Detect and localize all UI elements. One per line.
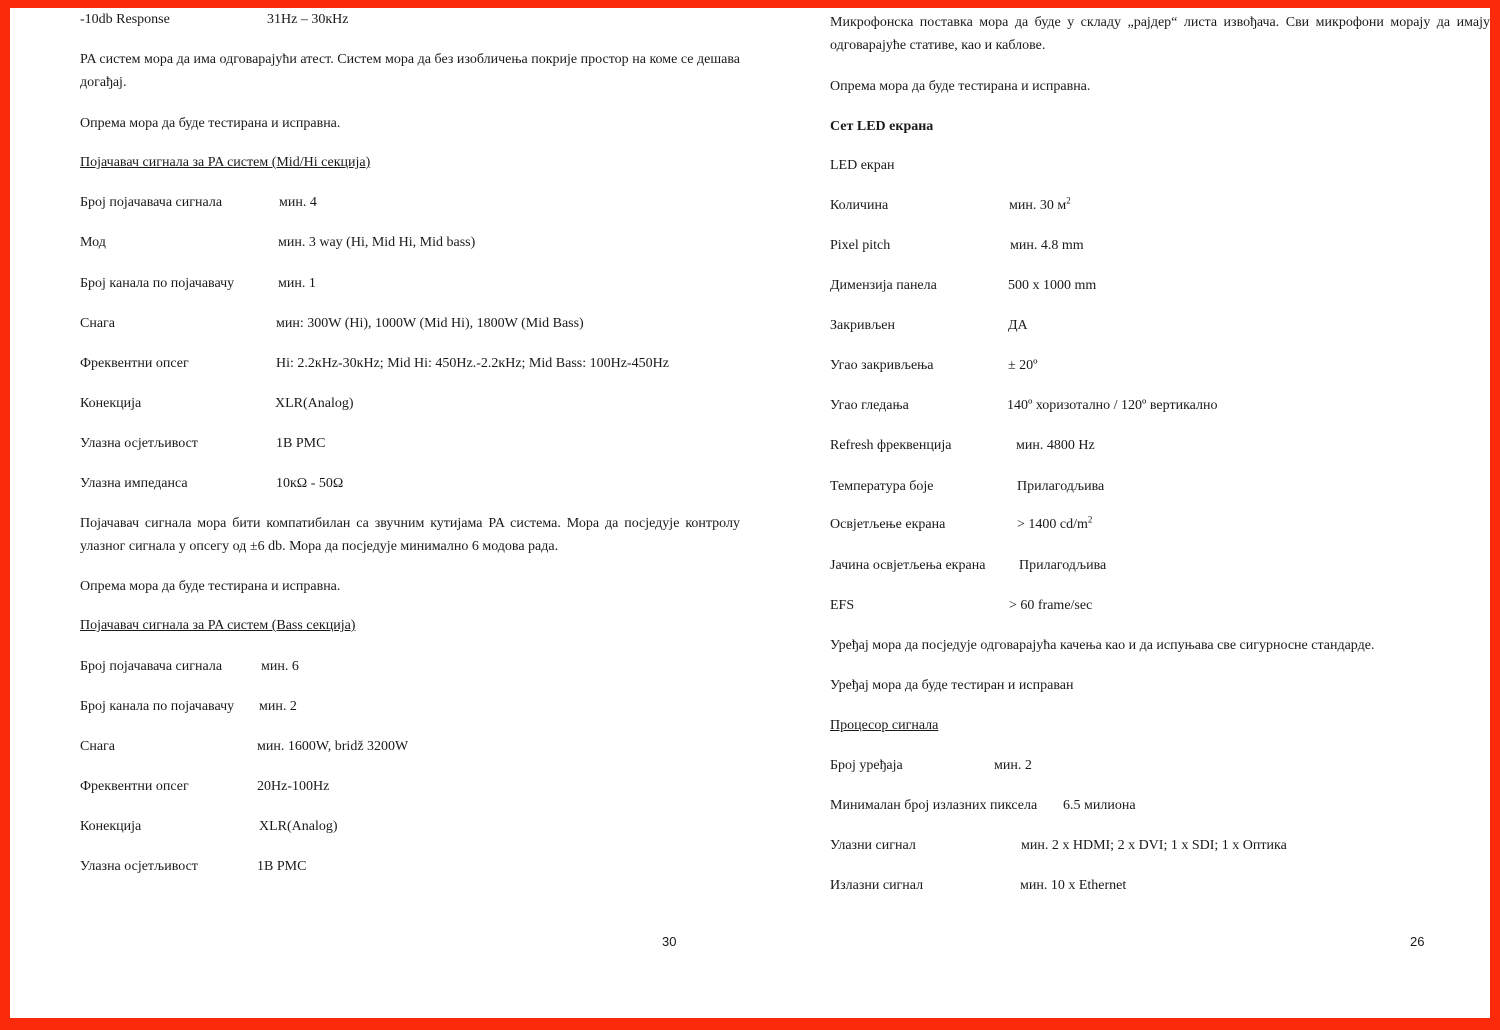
unit-superscript: 2 — [1087, 514, 1093, 525]
spec-value — [1009, 194, 1071, 217]
spec-value: мин. 2 — [994, 758, 1032, 773]
spec-label: Број канала по појачавачу — [80, 276, 235, 291]
spec-value: 500 x 1000 mm — [1008, 278, 1097, 293]
spec-value: Прилагодљива — [1019, 558, 1107, 573]
section-heading: Појачавач сигнала за PA систем (Bass секција) — [80, 618, 356, 633]
spec-value: XLR(Analog) — [275, 396, 354, 411]
spec-label: Угао гледања — [830, 398, 909, 413]
unit-superscript: 2 — [1066, 195, 1071, 206]
spec-value: 140º хоризотално / 120º вертикално — [1007, 398, 1218, 413]
spec-value: ДА — [1008, 318, 1028, 333]
spec-label: Број канала по појачавачу — [80, 699, 235, 714]
paragraph: Опрема мора да буде тестирана и исправна. — [830, 79, 1091, 94]
paragraph: Микрофонска поставка мора да буде у складу „рајдер“ листа извођача. Сви микрофони морају да имају одговарајуће стативе, као и каблове. — [830, 15, 1490, 53]
brightness-value: > 1400 cd/m — [1017, 517, 1088, 532]
spec-value: мин. 1600W, bridž 3200W — [257, 739, 409, 754]
spec-label: -10db Response — [80, 12, 170, 27]
document-spread — [10, 8, 1490, 1018]
spec-label: Мод — [80, 235, 106, 250]
spec-label: Конекција — [80, 396, 142, 411]
spec-label: Излазни сигнал — [830, 878, 924, 893]
spec-value: Прилагодљива — [1017, 479, 1105, 494]
paragraph: Уређај мора да посједује одговарајућа качења као и да испуњава све сигурносне стандарде. — [830, 638, 1375, 653]
paragraph: PA систем мора да има одговарајући атест. Систем мора да без изобличења покрије простор на коме се дешава догађај. — [80, 52, 740, 90]
quantity-value: мин. 30 м — [1009, 198, 1067, 213]
spec-label: Снага — [80, 739, 115, 754]
spec-label: Закривљен — [830, 318, 896, 333]
paragraph: Уређај мора да буде тестиран и исправан — [830, 678, 1074, 693]
page-number: 30 — [662, 934, 677, 949]
spec-label: Улазна осјетљивост — [80, 859, 198, 874]
spec-value: 1В РМС — [276, 436, 326, 451]
spec-label: Димензија панела — [830, 278, 937, 293]
spec-label: Температура боје — [830, 479, 934, 494]
spec-value: мин. 4 — [279, 195, 317, 210]
spec-value: мин. 1 — [278, 276, 316, 291]
spec-value: ± 20º — [1008, 358, 1038, 373]
paragraph: Опрема мора да буде тестирана и исправна. — [80, 579, 341, 594]
spec-value: > 60 frame/sec — [1009, 598, 1093, 613]
spec-value: 10кΩ - 50Ω — [276, 476, 344, 491]
spec-label: Освјетљење екрана — [830, 517, 946, 532]
left-page — [10, 8, 770, 1018]
spec-value: 1В РМС — [257, 859, 307, 874]
spec-label: Угао закривљења — [830, 358, 934, 373]
spec-label: Снага — [80, 316, 115, 331]
spec-label: Број појачавача сигнала — [80, 195, 223, 210]
spec-value: 20Hz-100Hz — [257, 779, 330, 794]
spec-label: Број појачавача сигнала — [80, 659, 223, 674]
subheading: LED екран — [830, 158, 895, 173]
spec-value: мин. 4800 Hz — [1016, 438, 1095, 453]
spec-value: мин. 2 — [259, 699, 297, 714]
spec-label: Количина — [830, 198, 889, 213]
spec-value: Hi: 2.2кHz-30кHz; Mid Hi: 450Hz.-2.2кHz; Mid Bass: 100Hz-450Hz — [276, 356, 669, 371]
spec-value: мин: 300W (Hi), 1000W (Mid Hi), 1800W (Mid Bass) — [276, 316, 584, 331]
spec-label: Улазна импеданса — [80, 476, 188, 491]
right-page — [770, 8, 1490, 1018]
spec-value: 31Hz – 30кHz — [267, 12, 349, 27]
spec-label: Улазна осјетљивост — [80, 436, 198, 451]
spec-label: Фреквентни опсег — [80, 779, 189, 794]
spec-label: Јачина освјетљења екрана — [830, 558, 986, 573]
spec-label: Refresh фреквенција — [830, 438, 952, 453]
spec-value: мин. 2 x HDMI; 2 x DVI; 1 x SDI; 1 x Оптика — [1021, 838, 1287, 853]
spec-label: Улазни сигнал — [830, 838, 916, 853]
spec-label: Конекција — [80, 819, 142, 834]
spec-value: мин. 3 way (Hi, Mid Hi, Mid bass) — [278, 235, 476, 250]
section-heading: Сет LED екрана — [830, 119, 934, 134]
spec-label: Фреквентни опсег — [80, 356, 189, 371]
spec-label: EFS — [830, 598, 855, 613]
spec-value — [1017, 513, 1092, 536]
section-heading: Појачавач сигнала за PA систем (Mid/Hi секција) — [80, 155, 371, 170]
spec-value: XLR(Analog) — [259, 819, 338, 834]
spec-value: мин. 10 x Ethernet — [1020, 878, 1127, 893]
spec-label: Pixel pitch — [830, 238, 891, 253]
page-number: 26 — [1410, 934, 1425, 949]
spec-label: Број уређаја — [830, 758, 903, 773]
paragraph: Опрема мора да буде тестирана и исправна. — [80, 116, 341, 131]
spec-value: мин. 4.8 mm — [1010, 238, 1084, 253]
section-heading: Процесор сигнала — [830, 718, 939, 733]
spec-value: мин. 6 — [261, 659, 299, 674]
paragraph: Појачавач сигнала мора бити компатибилан са звучним кутијама PA система. Мора да посједује контролу улазног сигнала у опсегу од ±6 db. Мора да посједује минимално 6 модова рада. — [80, 516, 740, 554]
spec-label: Минималан број излазних пиксела — [830, 798, 1038, 813]
spec-value: 6.5 милиона — [1063, 798, 1136, 813]
